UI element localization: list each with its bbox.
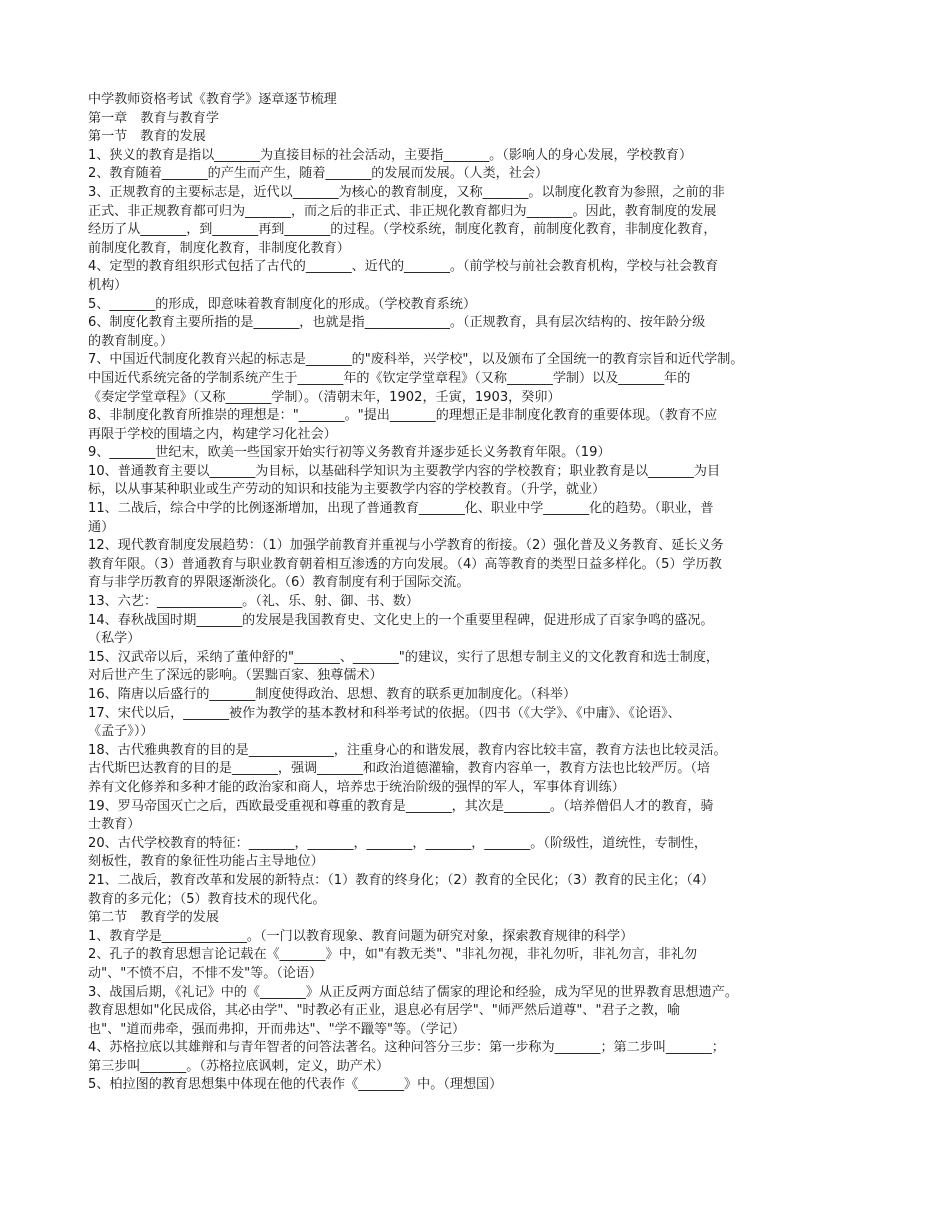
text-line: （私学）	[88, 631, 141, 647]
text-line: 5、_______的形成，即意味着教育制度化的形成。（学校教育系统）	[88, 296, 477, 312]
text-line: 教育的多元化；（5）教育技术的现代化。	[88, 891, 326, 907]
text-line: 8、非制度化教育所推崇的理想是："_______。"提出_______的理想正是非制度化教育的重要体现。（教育不应	[88, 408, 718, 424]
text-line: 9、_______世纪末，欧美一些国家开始实行初等义务教育并逐步延长义务教育年限。（19）	[88, 445, 611, 461]
text-line: 3、战国后期，《礼记》中的《_______》从正反两方面总结了儒家的理论和经验，成为罕见的世界教育思想遗产。	[88, 984, 738, 1000]
text-line: 2、教育随着_______的产生而产生，随着_______的发展而发展。（人类，社会）	[88, 166, 549, 182]
text-line: 第三步叫_______。（苏格拉底讽刺，定义，助产术）	[88, 1058, 390, 1074]
text-line: 古代斯巴达教育的目的是_______，强调_______和政治道德灌输，教育内容单一，教育方法也比较严厉。（培	[88, 761, 710, 777]
text-line: 4、苏格拉底以其雄辩和与青年智者的问答法著名。这种问答分三步：第一步称为_______；第二步叫_______；	[88, 1040, 725, 1056]
text-line: 中国近代系统完备的学制系统产生于_______年的《钦定学堂章程》（又称_______学制）以及_______年的	[88, 370, 691, 386]
text-line: 教育年限。（3）普通教育与职业教育朝着相互渗透的方向发展。（4）高等教育的类型日益多样化。（5）学历教	[88, 556, 722, 572]
text-line: 18、古代雅典教育的目的是_____________，注重身心的和谐发展，教育内容比较丰富，教育方法也比较灵活。	[88, 742, 727, 758]
text-line: 机构）	[88, 277, 128, 293]
text-line: 经历了从_______，到_______再到_______的过程。（学校系统，制度化教育，前制度化教育，非制度化教育，	[88, 222, 717, 238]
text-line: 11、二战后，综合中学的比例逐渐增加，出现了普通教育_______化、职业中学_______化的趋势。（职业，普	[88, 501, 714, 517]
text-line: 17、宋代以后，_______被作为教学的基本教材和科举考试的依据。（四书（《大学》、《中庸》、《论语》、	[88, 705, 681, 721]
text-line: 正式、非正规教育都可归为_______，而之后的非正式、非正规化教育都归为_______。因此，教育制度的发展	[88, 203, 717, 219]
text-line: 14、春秋战国时期_______的发展是我国教育史、文化史上的一个重要里程碑，促进形成了百家争鸣的盛况。	[88, 612, 714, 628]
document-page	[88, 91, 868, 1095]
chapter-heading: 第一章 教育与教育学	[88, 110, 219, 126]
text-line: 通）	[88, 519, 115, 535]
text-line: 7、中国近代制度化教育兴起的标志是_______的"废科举，兴学校"，以及颁布了全国统一的教育宗旨和近代学制。	[88, 352, 744, 368]
text-line: 20、古代学校教育的特征：_______，_______，_______，_______，_______。（阶级性，道统性，专制性，	[88, 835, 707, 851]
text-line: 对后世产生了深远的影响。（罢黜百家、独尊儒术）	[88, 668, 383, 684]
text-line: 2、孔子的教育思想言论记载在《_______》中，如"有教无类"、"非礼勿视，非礼勿听，非礼勿言，非礼勿	[88, 947, 698, 963]
text-line: 4、定型的教育组织形式包括了古代的_______、近代的_______。（前学校与前社会教育机构，学校与社会教育	[88, 259, 719, 275]
text-line: 10、普通教育主要以_______为目标，以基础科学知识为主要教学内容的学校教育；职业教育是以_______为目	[88, 463, 721, 479]
text-line: 21、二战后，教育改革和发展的新特点：（1）教育的终身化；（2）教育的全民化；（3）教育的民主化；（4）	[88, 872, 715, 888]
text-line: 也"、"道而弗牵，强而弗抑，开而弗达"、"学不躐等"等。（学记）	[88, 1021, 466, 1037]
text-line: 士教育）	[88, 817, 141, 833]
text-line: 第二节 教育学的发展	[88, 910, 219, 926]
text-line: 育与非学历教育的界限逐渐淡化。（6）教育制度有利于国际交流。	[88, 575, 470, 591]
text-line: 13、六艺：_____________。（礼、乐、射、御、书、数）	[88, 594, 419, 610]
text-line: 6、制度化教育主要所指的是_______，也就是指_____________。（正规教育，具有层次结构的、按年龄分级	[88, 315, 706, 331]
text-line: 养有文化修养和多种才能的政治家和商人，培养忠于统治阶级的强悍的军人，军事体育训练）	[88, 779, 625, 795]
text-line: 19、罗马帝国灭亡之后，西欧最受重视和尊重的教育是_______，其次是_______。（培养僧侣人才的教育，骑	[88, 798, 714, 814]
text-line: 标，以从事某种职业或生产劳动的知识和技能为主要教学内容的学校教育。（升学，就业）	[88, 482, 606, 498]
text-line: 16、隋唐以后盛行的_______制度使得政治、思想、教育的联系更加制度化。（科举）	[88, 687, 577, 702]
section-heading: 第一节 教育的发展	[88, 129, 206, 145]
text-line: 5、柏拉图的教育思想集中体现在他的代表作《_______》中。（理想国）	[88, 1077, 503, 1093]
document-title: 中学教师资格考试《教育学》逐章逐节梳理	[88, 92, 337, 107]
text-line: 刻板性，教育的象征性功能占主导地位）	[88, 854, 324, 870]
text-line: 3、正规教育的主要标志是，近代以_______为核心的教育制度，又称_______。以制度化教育为参照，之前的非	[88, 184, 725, 200]
text-line: 12、现代教育制度发展趋势：（1）加强学前教育并重视与小学教育的衔接。（2）强化普及义务教育、延长义务	[88, 538, 724, 554]
text-line: 动"、"不愤不启，不悱不发"等。（论语）	[88, 965, 323, 981]
text-line: 《奏定学堂章程》（又称_______学制）。（清朝末年，1902，壬寅，1903，癸卯）	[88, 389, 561, 405]
text-line: 前制度化教育，制度化教育，非制度化教育）	[88, 240, 350, 256]
text-line: 的教育制度。）	[88, 333, 174, 349]
text-line: 再限于学校的围墙之内，构建学习化社会）	[88, 426, 337, 442]
text-line: 1、狭义的教育是指以_______为直接目标的社会活动，主要指_______。（影响人的身心发展，学校教育）	[88, 147, 693, 163]
text-line: 教育思想如"化民成俗，其必由学"、"时教必有正业，退息必有居学"、"师严然后道尊"、"君子之教，喻	[88, 1003, 681, 1019]
section-heading: 1、教育学是_____________。（一门以教育现象、教育问题为研究对象，探索教育规律的科学）	[88, 928, 634, 944]
text-line: 15、汉武帝以后，采纳了董仲舒的"_______、_______"的建议，实行了思想专制主义的文化教育和选士制度，	[88, 649, 720, 665]
text-line: 《孟子》））	[88, 724, 154, 740]
